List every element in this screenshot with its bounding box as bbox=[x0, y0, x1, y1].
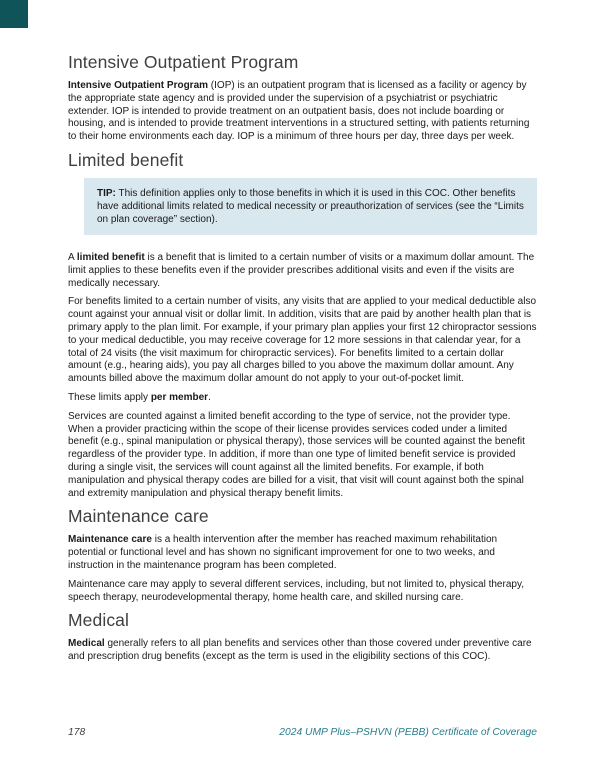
term-medical: Medical bbox=[68, 638, 105, 650]
heading-limited-benefit: Limited benefit bbox=[68, 149, 184, 170]
heading-maintenance-care: Maintenance care bbox=[68, 506, 209, 527]
paragraph-text: is a benefit that is limited to a certain number of visits or a maximum dollar amount. The limit applies to these benefits even if the provider prescribes additional visits and even if the visits are medically necessary. bbox=[68, 251, 535, 289]
footer-document-title: 2024 UMP Plus–PSHVN (PEBB) Certificate of Coverage bbox=[279, 727, 537, 738]
paragraph-text: . bbox=[208, 391, 211, 403]
paragraph-iop-definition bbox=[68, 80, 537, 144]
page-footer bbox=[68, 727, 537, 738]
heading-medical: Medical bbox=[68, 610, 130, 631]
paragraph-medical-definition bbox=[68, 638, 537, 664]
paragraph-limited-benefit-definition bbox=[68, 252, 537, 290]
heading-intensive-outpatient-program: Intensive Outpatient Program bbox=[68, 52, 299, 72]
paragraph-text: generally refers to all plan benefits and services other than those covered under preventive care and prescription drug benefits (except as the term is used in the eligibility sections of this COC). bbox=[68, 638, 532, 663]
term-per-member: per member bbox=[150, 391, 209, 403]
footer-page-number: 178 bbox=[68, 727, 86, 738]
term-intensive-outpatient-program: Intensive Outpatient Program bbox=[68, 80, 209, 91]
term-limited-benefit: limited benefit bbox=[76, 251, 145, 263]
tip-text: This definition applies only to those benefits in which it is used in this COC. Other benefits have additional limits related to medical necessity or preauthorization of services (see the “Limits on plan coverage” section). bbox=[97, 187, 524, 225]
term-maintenance-care: Maintenance care bbox=[68, 534, 152, 546]
paragraph-service-counting: Services are counted against a limited benefit according to the type of service, not the provider type. When a provider practicing within the scope of their license provides services coded under a limited benefit (e.g., spinal manipulation or physical therapy), those services will be counted against the benefit regardless of the provider type. In addition, if more than one type of limited benefit service is provided during a single visit, the services will count against all the limited benefits. For example, if both manipulation and physical therapy codes are billed for a visit, that visit will count against both the spinal and extremity manipulation and physical therapy benefit limits. bbox=[68, 410, 525, 499]
paragraph-maintenance-definition bbox=[68, 534, 537, 572]
paragraph-text: is a health intervention after the member has reached maximum rehabilitation potential or functional level and has shown no significant improvement for one to two weeks, and instruction in the maintenance program has been completed. bbox=[68, 534, 498, 571]
paragraph-text: A bbox=[68, 251, 77, 263]
paragraph-per-member bbox=[68, 392, 537, 405]
tip-box bbox=[84, 178, 537, 235]
paragraph-text: These limits apply bbox=[68, 391, 151, 403]
page-corner-accent bbox=[0, 0, 28, 28]
paragraph-visit-limits: For benefits limited to a certain number of visits, any visits that are applied to your medical deductible also count against your annual visit or dollar limit. In addition, visits that are paid by another health plan that is primary apply to the plan limit. For example, if your primary plan applies your first 12 chiropractor sessions to your medical deductible, you may receive coverage for 12 more sessions in that calendar year, for a total of 24 visits (the visit maximum for chiropractic services). For benefits limited to a certain dollar amount (e.g., hearing aids), you pay all charges billed to you above the maximum dollar amount. Any amounts billed above the maximum dollar amount do not apply to your out-of-pocket limit. bbox=[68, 296, 537, 385]
paragraph-maintenance-services: Maintenance care may apply to several different services, including, but not limited to, physical therapy, speech therapy, neurodevelopmental therapy, home health care, and skilled nursing care. bbox=[68, 578, 524, 603]
tip-label: TIP: bbox=[97, 187, 116, 199]
paragraph-iop-text: (IOP) is an outpatient program that is licensed as a facility or agency by the appropriate state agency and is provided under the supervision of a psychiatrist or psychiatric extender. IOP is intended to provide treatment on an outpatient basis, does not include boarding or housing, and is intended to provide treatment interventions in a structured setting, with patients returning to their home environments each day. IOP is a minimum of three hours per day, three days per week. bbox=[68, 80, 530, 143]
